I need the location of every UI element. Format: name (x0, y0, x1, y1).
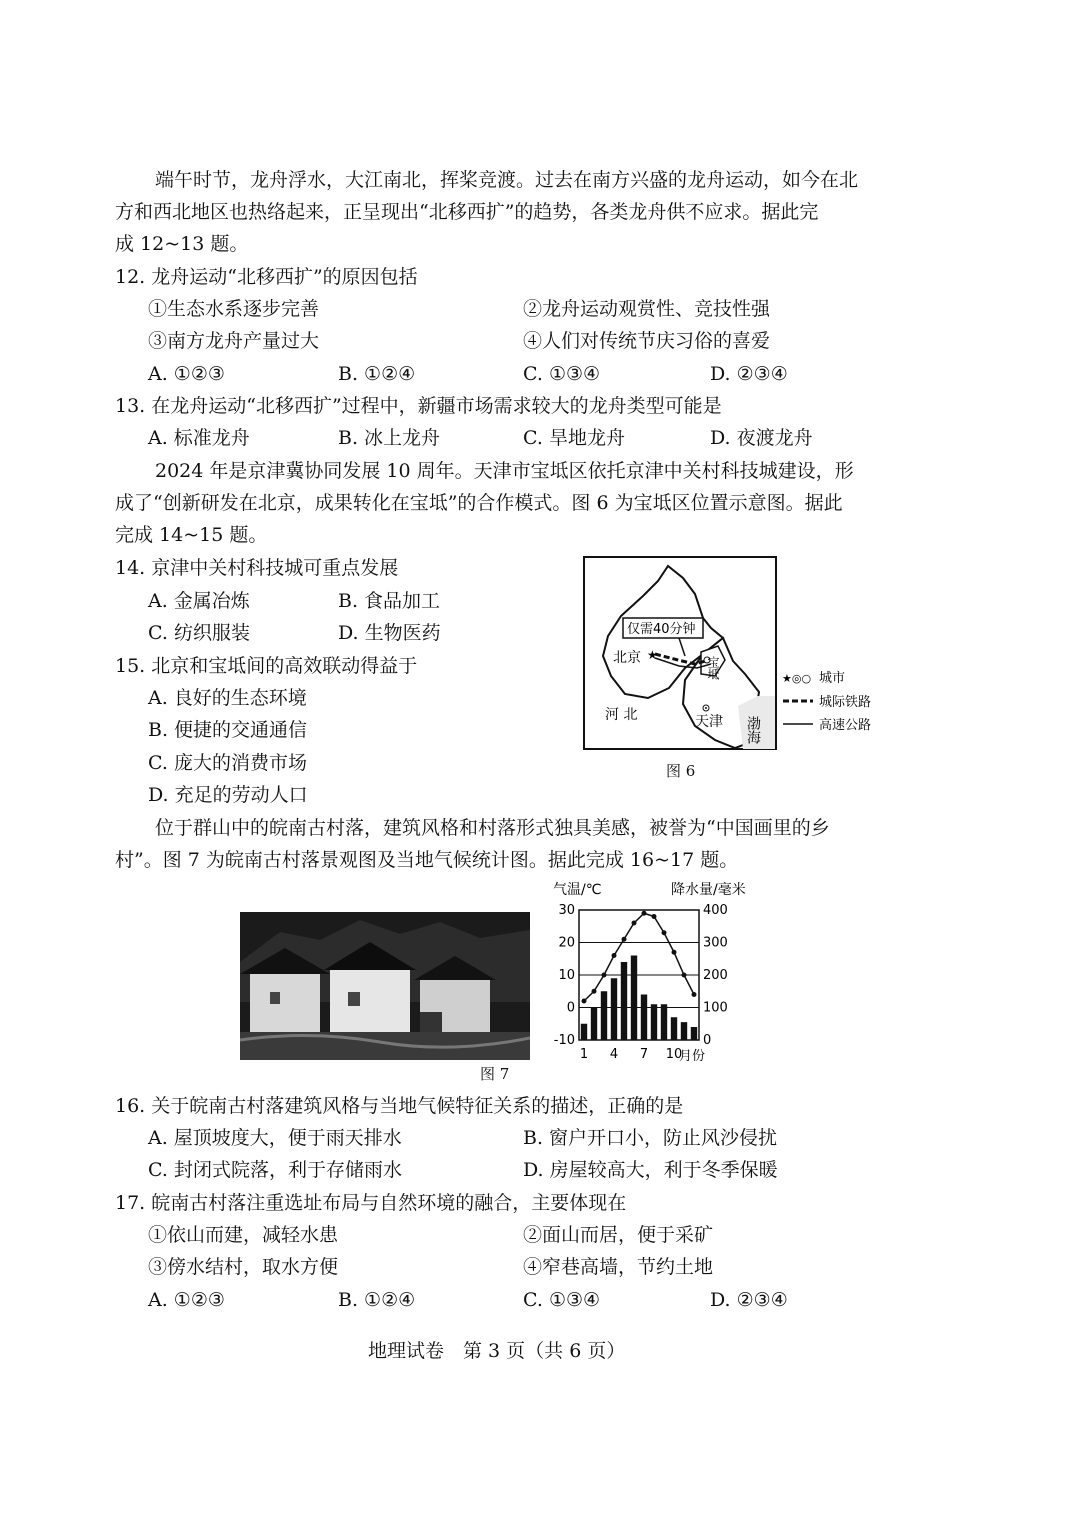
precip-bar (631, 956, 637, 1041)
x-tick-label: 10 (665, 1047, 683, 1062)
right-tick-label: 300 (703, 935, 728, 951)
temperature-line (584, 913, 694, 1001)
temperature-point (612, 953, 617, 958)
precip-bar (671, 1017, 677, 1040)
q15-stem: 15. 北京和宝坻间的高效联动得益于 (115, 655, 418, 677)
tianjin-label: 天津 (695, 714, 723, 730)
temperature-point (652, 914, 657, 919)
legend-rail: 城际铁路 (819, 695, 872, 710)
temperature-point (632, 921, 637, 926)
page-footer: 地理试卷 第 3 页（共 6 页） (368, 1340, 626, 1362)
q12-stem: 12. 龙舟运动“北移西扩”的原因包括 (115, 266, 418, 288)
precip-bar (621, 962, 627, 1040)
passage1-line3: 成 12~13 题。 (115, 233, 249, 255)
precip-bar (611, 978, 617, 1040)
q14-choice-d[interactable]: D. 生物医药 (338, 622, 441, 644)
baodi-label: 宝坻 (706, 656, 720, 680)
precip-bar (641, 995, 647, 1041)
q14-choice-c[interactable]: C. 纺织服装 (148, 622, 250, 644)
passage1-line1: 端午时节，龙舟浮水，大江南北，挥桨竞渡。过去在南方兴盛的龙舟运动，如今在北 (155, 169, 859, 191)
q17-item-1: ①依山而建，减轻水患 (148, 1224, 339, 1246)
passage2-line1: 2024 年是京津冀协同发展 10 周年。天津市宝坻区依托京津中关村科技城建设，形 (155, 460, 854, 482)
passage3-line2: 村”。图 7 为皖南古村落景观图及当地气候统计图。据此完成 16~17 题。 (115, 849, 739, 871)
figure-6-caption: 图 6 (666, 762, 696, 780)
hebei-label: 河 北 (605, 707, 638, 723)
q12-item-1: ①生态水系逐步完善 (148, 298, 320, 320)
q12-item-3: ③南方龙舟产量过大 (148, 330, 320, 352)
q12-choice-d[interactable]: D. ②③④ (710, 363, 788, 385)
q17-choice-c[interactable]: C. ①③④ (523, 1289, 601, 1311)
climate-chart (545, 878, 775, 1068)
q17-item-2: ②面山而居，便于采矿 (523, 1224, 714, 1246)
q15-choice-d[interactable]: D. 充足的劳动人口 (148, 784, 308, 806)
left-axis-title: 气温/℃ (553, 882, 602, 898)
q14-stem: 14. 京津中关村科技城可重点发展 (115, 557, 399, 579)
x-tick-label: 1 (579, 1047, 589, 1062)
left-tick-label: 0 (566, 1000, 575, 1016)
q13-stem: 13. 在龙舟运动“北移西扩”过程中，新疆市场需求较大的龙舟类型可能是 (115, 395, 722, 417)
temperature-point (692, 992, 697, 997)
q12-choice-a[interactable]: A. ①②③ (148, 363, 225, 385)
precip-bar (691, 1027, 697, 1040)
q16-choice-c[interactable]: C. 封闭式院落，利于存储雨水 (148, 1159, 402, 1181)
legend-highway: 高速公路 (819, 718, 872, 733)
passage2-line2: 成了“创新研发在北京，成果转化在宝坻”的合作模式。图 6 为宝坻区位置示意图。据此 (115, 492, 843, 514)
temperature-point (592, 989, 597, 994)
q17-choice-a[interactable]: A. ①②③ (148, 1289, 225, 1311)
right-axis-title: 降水量/毫米 (671, 882, 746, 898)
beijing-label: 北京 (613, 650, 641, 666)
temperature-point (582, 999, 587, 1004)
left-tick-label: 30 (558, 903, 575, 918)
q12-item-2: ②龙舟运动观赏性、竞技性强 (523, 298, 771, 320)
left-tick-label: 20 (558, 935, 575, 951)
beijing-star-icon: ★ (647, 648, 658, 662)
precip-bar (591, 1008, 597, 1041)
left-tick-label: 10 (558, 968, 575, 983)
q13-choice-a[interactable]: A. 标准龙舟 (148, 427, 250, 449)
legend-city: 城市 (819, 671, 846, 686)
q12-choice-c[interactable]: C. ①③④ (523, 363, 601, 385)
q17-stem: 17. 皖南古村落注重选址布局与自然环境的融合，主要体现在 (115, 1192, 627, 1214)
figure-6 (583, 556, 883, 786)
q16-choice-d[interactable]: D. 房屋较高大，利于冬季保暖 (523, 1159, 778, 1181)
q12-choice-b[interactable]: B. ①②④ (338, 363, 416, 385)
q14-choice-a[interactable]: A. 金属冶炼 (148, 590, 250, 612)
q16-choice-a[interactable]: A. 屋顶坡度大，便于雨天排水 (148, 1127, 402, 1149)
village-landscape-image (240, 912, 530, 1060)
temperature-point (682, 973, 687, 978)
q13-choice-d[interactable]: D. 夜渡龙舟 (710, 427, 813, 449)
q13-choice-c[interactable]: C. 旱地龙舟 (523, 427, 625, 449)
temperature-point (602, 973, 607, 978)
temperature-point (622, 937, 627, 942)
precip-bar (581, 1024, 587, 1040)
temperature-point (642, 911, 647, 916)
right-tick-label: 0 (703, 1033, 712, 1048)
q15-choice-c[interactable]: C. 庞大的消费市场 (148, 752, 307, 774)
q16-choice-b[interactable]: B. 窗户开口小，防止风沙侵扰 (523, 1127, 778, 1149)
location-map (583, 556, 883, 786)
q17-choice-b[interactable]: B. ①②④ (338, 1289, 416, 1311)
precip-bar (661, 1004, 667, 1040)
passage3-line1: 位于群山中的皖南古村落，建筑风格和村落形式独具美感，被誉为“中国画里的乡 (155, 817, 830, 839)
q16-stem: 16. 关于皖南古村落建筑风格与当地气候特征关系的描述，正确的是 (115, 1095, 684, 1117)
q14-choice-b[interactable]: B. 食品加工 (338, 590, 441, 612)
q17-item-4: ④窄巷高墙，节约土地 (523, 1256, 714, 1278)
right-tick-label: 100 (703, 1000, 728, 1016)
right-tick-label: 200 (703, 968, 728, 983)
q15-choice-b[interactable]: B. 便捷的交通通信 (148, 719, 308, 741)
right-tick-label: 400 (703, 903, 728, 918)
village-photo (240, 912, 530, 1060)
q15-choice-a[interactable]: A. 良好的生态环境 (148, 687, 307, 709)
legend-city-icon: ★◎○ (782, 672, 812, 685)
q12-item-4: ④人们对传统节庆习俗的喜爱 (523, 330, 771, 352)
passage1-line2: 方和西北地区也热络起来，正呈现出“北移西扩”的趋势，各类龙舟供不应求。据此完 (115, 201, 819, 223)
time-label: 仅需40分钟 (627, 622, 696, 637)
temperature-point (672, 950, 677, 955)
precip-bar (651, 1004, 657, 1040)
passage2-line3: 完成 14~15 题。 (115, 524, 268, 546)
precip-bar (601, 991, 607, 1040)
x-tick-label: 4 (609, 1047, 619, 1062)
q13-choice-b[interactable]: B. 冰上龙舟 (338, 427, 441, 449)
x-tick-label: 7 (639, 1047, 649, 1062)
q17-choice-d[interactable]: D. ②③④ (710, 1289, 788, 1311)
climate-chart-svg (545, 878, 775, 1068)
bohai-label: 渤海 (745, 716, 761, 744)
figure-7-caption: 图 7 (480, 1065, 510, 1083)
precip-bar (681, 1022, 687, 1040)
x-axis-title: 月份 (679, 1049, 706, 1064)
left-tick-label: -10 (553, 1033, 575, 1048)
temperature-point (662, 930, 667, 935)
q17-item-3: ③傍水结村，取水方便 (148, 1256, 339, 1278)
